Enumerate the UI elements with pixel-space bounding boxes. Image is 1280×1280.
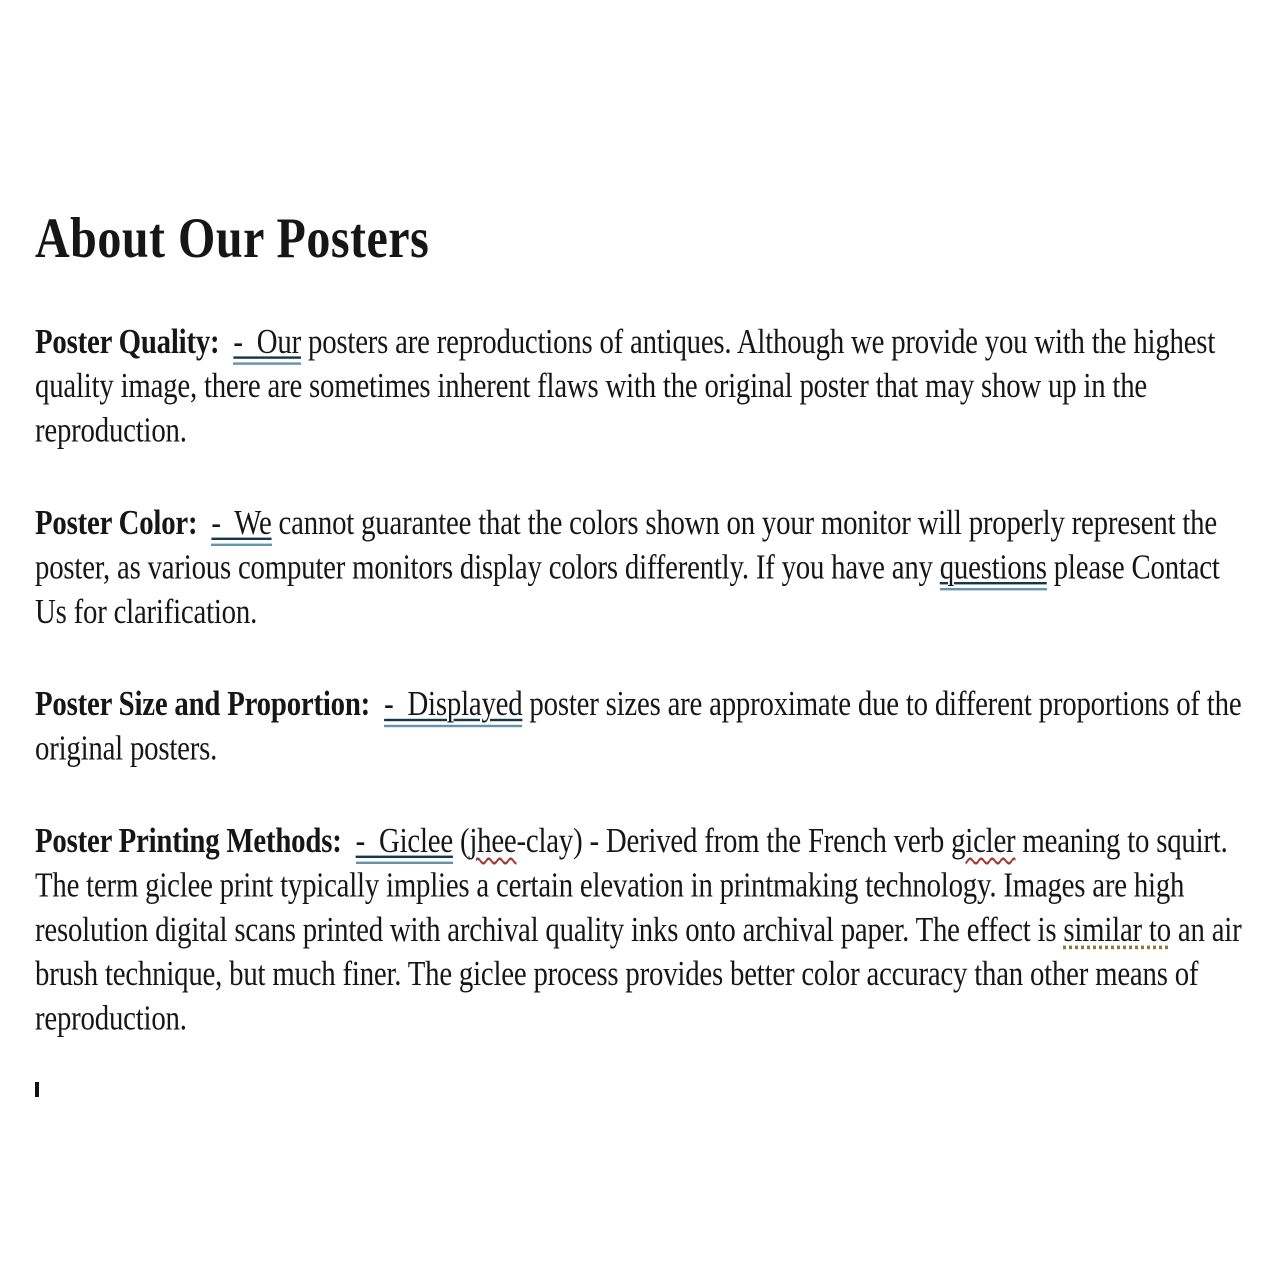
text-segment: posters are reproductions of antiques. Although we provide you with the highest quality image, there are sometimes inherent flaws with the original poster that may show up in the reproduction.: [35, 322, 1223, 451]
text-segment: poster sizes are approximate due to different proportions of the original posters.: [35, 685, 1249, 768]
paragraph: [35, 502, 1253, 635]
inline-link[interactable]: questions: [940, 548, 1047, 590]
text-segment: -clay) - Derived from the French verb: [516, 822, 952, 861]
inline-link[interactable]: - Giclee: [356, 822, 453, 864]
paragraph-label: Poster Printing Methods:: [35, 822, 342, 861]
paragraph-label: Poster Quality:: [35, 322, 220, 362]
misspelled-word: jhee: [469, 822, 517, 861]
paragraph-label: Poster Size and Proportion:: [35, 685, 371, 724]
text-cursor-artifact: [35, 1082, 39, 1097]
text-segment: [219, 323, 233, 361]
inline-link[interactable]: - We: [211, 504, 271, 546]
misspelled-word: gicler: [951, 822, 1016, 861]
text-segment: please Contact Us for clarification.: [35, 548, 1227, 632]
paragraph: [35, 683, 1253, 772]
paragraphs: [0, 320, 1280, 1041]
text-segment: [197, 504, 211, 542]
text-segment: (: [452, 822, 470, 861]
text-segment: cannot guarantee that the colors shown on your monitor will properly represent the poster, as various computer monitors display colors differently. If you have any: [35, 504, 1224, 587]
page-title: About Our Posters: [35, 206, 430, 270]
text-segment: [370, 685, 384, 723]
grammar-flagged-phrase: similar to: [1063, 910, 1171, 950]
paragraph-label: Poster Color:: [35, 504, 198, 543]
inline-link[interactable]: - Displayed: [384, 685, 522, 727]
text-segment: an air brush technique, but much finer. The giclee process provides better color accuracy than other means of reproduction.: [35, 910, 1249, 1038]
paragraph: [35, 820, 1253, 1042]
text-segment: meaning to squirt. The term giclee print typically implies a certain elevation in printmaking technology. Images are high resolution digital scans printed with archival quality inks onto archival paper. The effect is: [35, 822, 1235, 950]
inline-link[interactable]: - Our: [233, 323, 301, 365]
paragraph: [35, 320, 1253, 453]
text-segment: [342, 822, 356, 860]
